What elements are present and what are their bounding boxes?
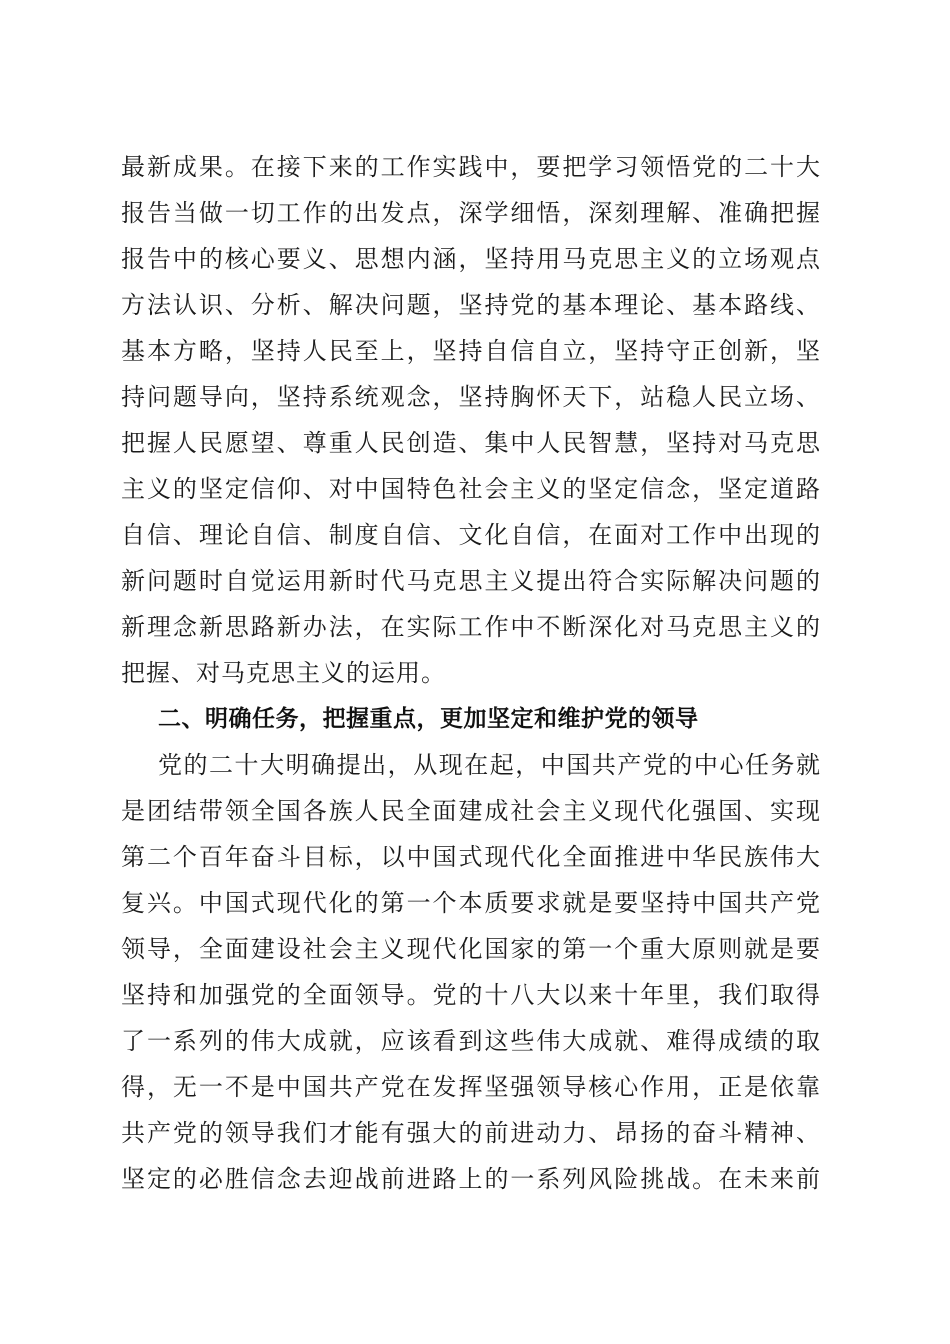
text-line: 基本方略，坚持人民至上，坚持自信自立，坚持守正创新，坚: [121, 337, 821, 365]
text-line: 新问题时自觉运用新时代马克思主义提出符合实际解决问题的: [121, 567, 821, 595]
text-line: 得，无一不是中国共产党在发挥坚强领导核心作用，正是依靠: [121, 1073, 821, 1101]
text-line: 报告中的核心要义、思想内涵，坚持用马克思主义的立场观点: [121, 245, 821, 273]
text-line: 坚定的必胜信念去迎战前进路上的一系列风险挑战。在未来前: [121, 1165, 821, 1193]
text-line: 复兴。中国式现代化的第一个本质要求就是要坚持中国共产党: [121, 889, 821, 917]
text-line: 第二个百年奋斗目标，以中国式现代化全面推进中华民族伟大: [121, 843, 821, 871]
paragraph-2: [121, 742, 821, 1202]
text-line: 了一系列的伟大成就，应该看到这些伟大成就、难得成绩的取: [121, 1027, 821, 1055]
text-line: 坚持和加强党的全面领导。党的十八大以来十年里，我们取得: [121, 981, 821, 1009]
text-line: 党的二十大明确提出，从现在起，中国共产党的中心任务就: [158, 751, 821, 779]
text-line: 自信、理论自信、制度自信、文化自信，在面对工作中出现的: [121, 521, 821, 549]
text-line: 是团结带领全国各族人民全面建成社会主义现代化强国、实现: [121, 797, 821, 825]
text-line: 把握人民愿望、尊重人民创造、集中人民智慧，坚持对马克思: [121, 429, 821, 457]
text-line: 报告当做一切工作的出发点，深学细悟，深刻理解、准确把握: [121, 199, 821, 227]
text-line: 方法认识、分析、解决问题，坚持党的基本理论、基本路线、: [121, 291, 821, 319]
text-line: 最新成果。在接下来的工作实践中，要把学习领悟党的二十大: [121, 153, 821, 181]
text-line: 把握、对马克思主义的运用。: [121, 659, 446, 687]
text-line: 新理念新思路新办法，在实际工作中不断深化对马克思主义的: [121, 613, 821, 641]
text-line: 共产党的领导我们才能有强大的前进动力、昂扬的奋斗精神、: [121, 1119, 821, 1147]
text-line: 主义的坚定信仰、对中国特色社会主义的坚定信念，坚定道路: [121, 475, 821, 503]
section-heading: 二、明确任务，把握重点，更加坚定和维护党的领导: [158, 706, 699, 732]
document-body: [121, 144, 821, 1202]
text-line: 领导，全面建设社会主义现代化国家的第一个重大原则就是要: [121, 935, 821, 963]
text-line: 持问题导向，坚持系统观念，坚持胸怀天下，站稳人民立场、: [121, 383, 821, 411]
paragraph-1: [121, 144, 821, 696]
